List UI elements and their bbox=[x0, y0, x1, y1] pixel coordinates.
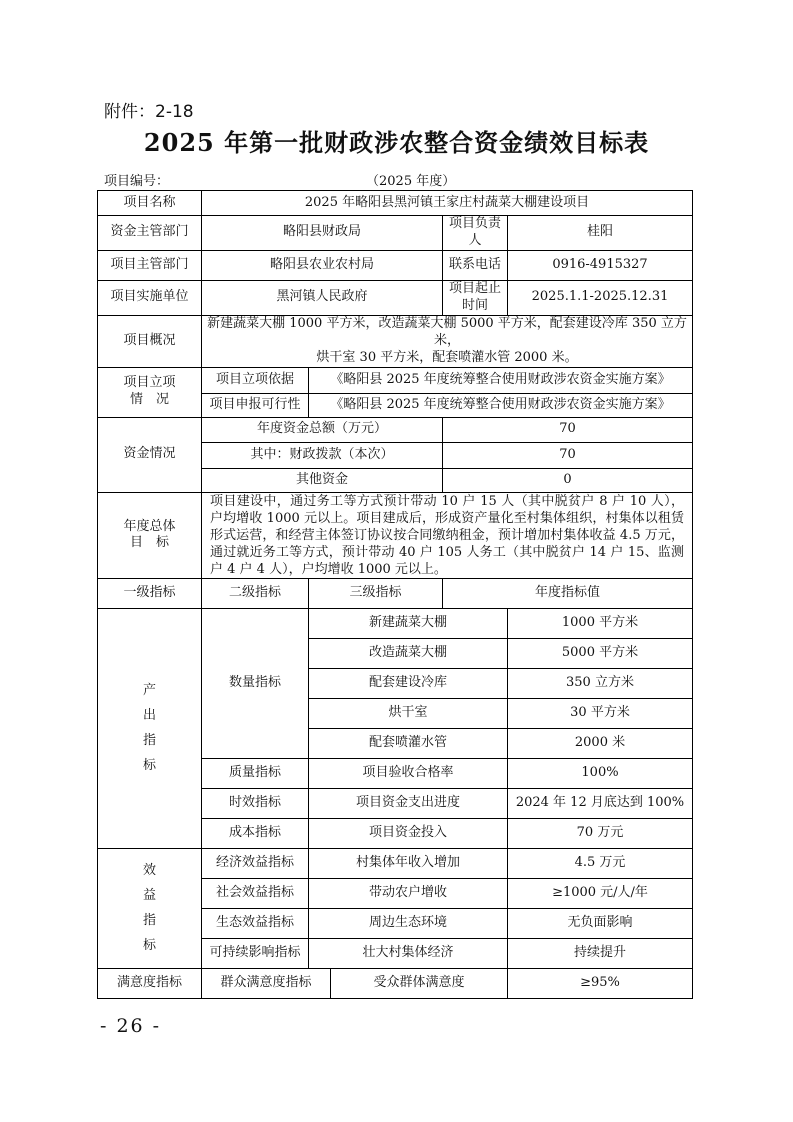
table-row bbox=[98, 367, 693, 393]
satisfaction-type: 群众满意度指标 bbox=[202, 969, 331, 999]
overview-line-2: 烘干室 30 平方米，配套喷灌水管 2000 米。 bbox=[316, 349, 578, 365]
project-number-label: 项目编号： bbox=[104, 174, 170, 189]
indicator-name: 配套喷灌水管 bbox=[309, 729, 508, 759]
leader-label: 项目负责人 bbox=[443, 216, 508, 251]
phone-label: 联系电话 bbox=[443, 250, 508, 280]
basis: 《略阳县 2025 年度统筹整合使用财政涉农资金实施方案》 bbox=[309, 367, 693, 393]
indicator-name: 项目资金投入 bbox=[309, 819, 508, 849]
goal-text: 项目建设中，通过务工等方式预计带动 10 户 15 人（其中脱贫户 8 户 10 人），户均增收 1000 元以上。项目建成后，形成资产量化至村集体组织，村集体以租赁形式运营，和经营主体签订协议按合同缴纳租金，预计增加村集体收益 4.5 万元，通过就近务工等方式，预计带动 40 户 105 人务工（其中脱贫户 14 户 15、监测户 4 户 4 人），户均增收 1000 元以上。 bbox=[202, 492, 693, 579]
performance-table bbox=[97, 190, 693, 999]
table-row bbox=[98, 579, 693, 609]
table-row bbox=[98, 609, 693, 639]
page-title: 2025 年第一批财政涉农整合资金绩效目标表 bbox=[143, 128, 650, 157]
page-number: - 26 - bbox=[100, 1015, 162, 1037]
indicator-value: 1000 平方米 bbox=[508, 609, 693, 639]
project-name: 2025 年略阳县黑河镇王家庄村蔬菜大棚建设项目 bbox=[202, 191, 693, 216]
table-row bbox=[98, 216, 693, 251]
indicator-name: 新建蔬菜大棚 bbox=[309, 609, 508, 639]
indicator-value: 100% bbox=[508, 759, 693, 789]
feasibility: 《略阳县 2025 年度统筹整合使用财政涉农资金实施方案》 bbox=[309, 393, 693, 417]
cost-label: 成本指标 bbox=[202, 819, 309, 849]
indicator-value: 2000 米 bbox=[508, 729, 693, 759]
year-label: （2025 年度） bbox=[366, 174, 456, 189]
project-dept-label: 项目主管部门 bbox=[98, 250, 202, 280]
indicator-value: 无负面影响 bbox=[508, 909, 693, 939]
benefit-type: 社会效益指标 bbox=[202, 879, 309, 909]
benefit-type: 经济效益指标 bbox=[202, 849, 309, 879]
project-name-label: 项目名称 bbox=[98, 191, 202, 216]
basis-label: 项目立项依据 bbox=[202, 367, 309, 393]
attachment-label: 附件：2-18 bbox=[104, 102, 194, 122]
header-level-3: 三级指标 bbox=[309, 579, 443, 609]
indicator-name: 配套建设冷库 bbox=[309, 669, 508, 699]
header-level-1: 一级指标 bbox=[98, 579, 202, 609]
indicator-name: 项目验收合格率 bbox=[309, 759, 508, 789]
period: 2025.1.1-2025.12.31 bbox=[508, 280, 693, 315]
header-value: 年度指标值 bbox=[443, 579, 693, 609]
overview-line-1: 新建蔬菜大棚 1000 平方米，改造蔬菜大棚 5000 平方米，配套建设冷库 350 立方米， bbox=[207, 315, 687, 348]
indicator-name: 周边生态环境 bbox=[309, 909, 508, 939]
indicator-value: 持续提升 bbox=[508, 939, 693, 969]
indicator-value: ≥1000 元/人/年 bbox=[508, 879, 693, 909]
feasibility-label: 项目申报可行性 bbox=[202, 393, 309, 417]
fund-total-label: 年度资金总额（万元） bbox=[202, 417, 443, 442]
fund-fiscal: 70 bbox=[443, 442, 693, 468]
indicator-name: 带动农户增收 bbox=[309, 879, 508, 909]
project-dept: 略阳县农业农村局 bbox=[202, 250, 443, 280]
indicator-value: 4.5 万元 bbox=[508, 849, 693, 879]
table-row bbox=[98, 492, 693, 579]
goal-label-1: 年度总体 bbox=[123, 518, 176, 534]
indicator-value: 350 立方米 bbox=[508, 669, 693, 699]
quality-label: 质量指标 bbox=[202, 759, 309, 789]
indicator-value: 30 平方米 bbox=[508, 699, 693, 729]
benefit-label: 效 益 指 标 bbox=[98, 849, 202, 969]
quantity-label: 数量指标 bbox=[202, 609, 309, 759]
setup-label-1: 项目立项 bbox=[123, 375, 176, 391]
indicator-name: 壮大村集体经济 bbox=[309, 939, 508, 969]
indicator-value: 70 万元 bbox=[508, 819, 693, 849]
fund-dept: 略阳县财政局 bbox=[202, 216, 443, 251]
table-row bbox=[98, 849, 693, 879]
satisfaction-label: 满意度指标 bbox=[98, 969, 202, 999]
period-label: 项目起止时间 bbox=[443, 280, 508, 315]
table-row bbox=[98, 417, 693, 442]
setup-label-2: 情 况 bbox=[129, 392, 169, 408]
indicator-value: 5000 平方米 bbox=[508, 639, 693, 669]
fund-total: 70 bbox=[443, 417, 693, 442]
table-row bbox=[98, 280, 693, 315]
table-row bbox=[98, 191, 693, 216]
fund-other: 0 bbox=[443, 468, 693, 492]
benefit-type: 生态效益指标 bbox=[202, 909, 309, 939]
indicator-name: 受众群体满意度 bbox=[331, 969, 508, 999]
goal-label-2: 目 标 bbox=[129, 535, 169, 551]
indicator-value: 2024 年 12 月底达到 100% bbox=[508, 789, 693, 819]
fund-fiscal-label: 其中：财政拨款（本次） bbox=[202, 442, 443, 468]
header-level-2: 二级指标 bbox=[202, 579, 309, 609]
fund-other-label: 其他资金 bbox=[202, 468, 443, 492]
impl-unit-label: 项目实施单位 bbox=[98, 280, 202, 315]
indicator-value: ≥95% bbox=[508, 969, 693, 999]
table-row bbox=[98, 315, 693, 367]
funds-label: 资金情况 bbox=[98, 417, 202, 492]
table-row bbox=[98, 969, 693, 999]
indicator-name: 村集体年收入增加 bbox=[309, 849, 508, 879]
indicator-name: 烘干室 bbox=[309, 699, 508, 729]
table-row bbox=[98, 250, 693, 280]
timeliness-label: 时效指标 bbox=[202, 789, 309, 819]
fund-dept-label: 资金主管部门 bbox=[98, 216, 202, 251]
leader: 桂阳 bbox=[508, 216, 693, 251]
indicator-name: 项目资金支出进度 bbox=[309, 789, 508, 819]
impl-unit: 黑河镇人民政府 bbox=[202, 280, 443, 315]
benefit-type: 可持续影响指标 bbox=[202, 939, 309, 969]
indicator-name: 改造蔬菜大棚 bbox=[309, 639, 508, 669]
output-label: 产 出 指 标 bbox=[98, 609, 202, 849]
overview-label: 项目概况 bbox=[98, 315, 202, 367]
phone: 0916-4915327 bbox=[508, 250, 693, 280]
